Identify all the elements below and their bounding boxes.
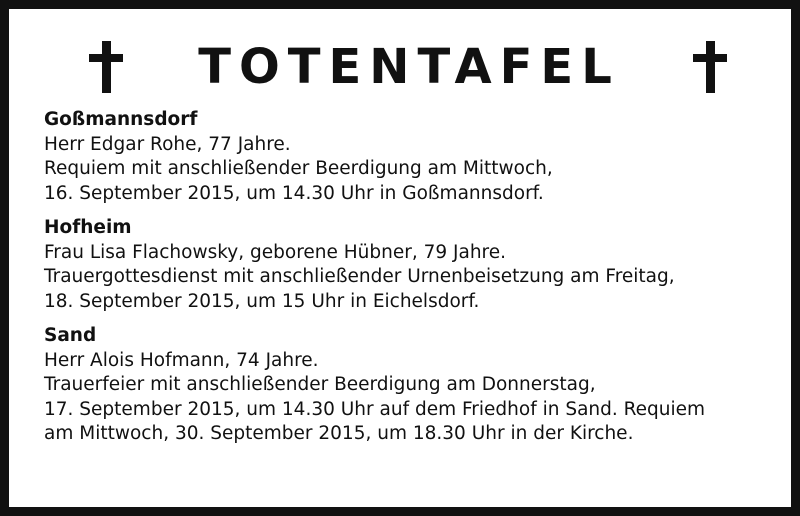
entry-place: Hofheim	[44, 217, 132, 238]
obituary-entry	[44, 324, 774, 447]
entry-line: Requiem mit anschließender Beerdigung am Mittwoch,	[44, 158, 553, 179]
entry-line: 17. September 2015, um 14.30 Uhr auf dem Friedhof in Sand. Requiem	[44, 398, 706, 420]
entry-line: Trauergottesdienst mit anschließender Urnenbeisetzung am Freitag,	[44, 266, 675, 287]
entry-line: Herr Alois Hofmann, 74 Jahre.	[44, 349, 319, 371]
obituary-entry	[44, 216, 774, 314]
cross-icon	[693, 41, 727, 93]
obituary-entry	[44, 108, 774, 206]
entry-place: Goßmannsdorf	[44, 109, 198, 130]
header	[18, 31, 800, 101]
entry-place: Sand	[44, 325, 97, 346]
entry-line: 16. September 2015, um 14.30 Uhr in Goßmannsdorf.	[44, 182, 544, 204]
page-title: TOTENTAFEL	[198, 39, 620, 95]
entry-line: 18. September 2015, um 15 Uhr in Eichelsdorf.	[44, 290, 480, 312]
obituary-list	[44, 108, 774, 457]
entry-line: Frau Lisa Flachowsky, geborene Hübner, 79 Jahre.	[44, 241, 507, 263]
entry-line: Trauerfeier mit anschließender Beerdigung am Donnerstag,	[44, 374, 596, 395]
entry-line: am Mittwoch, 30. September 2015, um 18.30 Uhr in der Kirche.	[44, 423, 634, 444]
entry-line: Herr Edgar Rohe, 77 Jahre.	[44, 133, 291, 155]
